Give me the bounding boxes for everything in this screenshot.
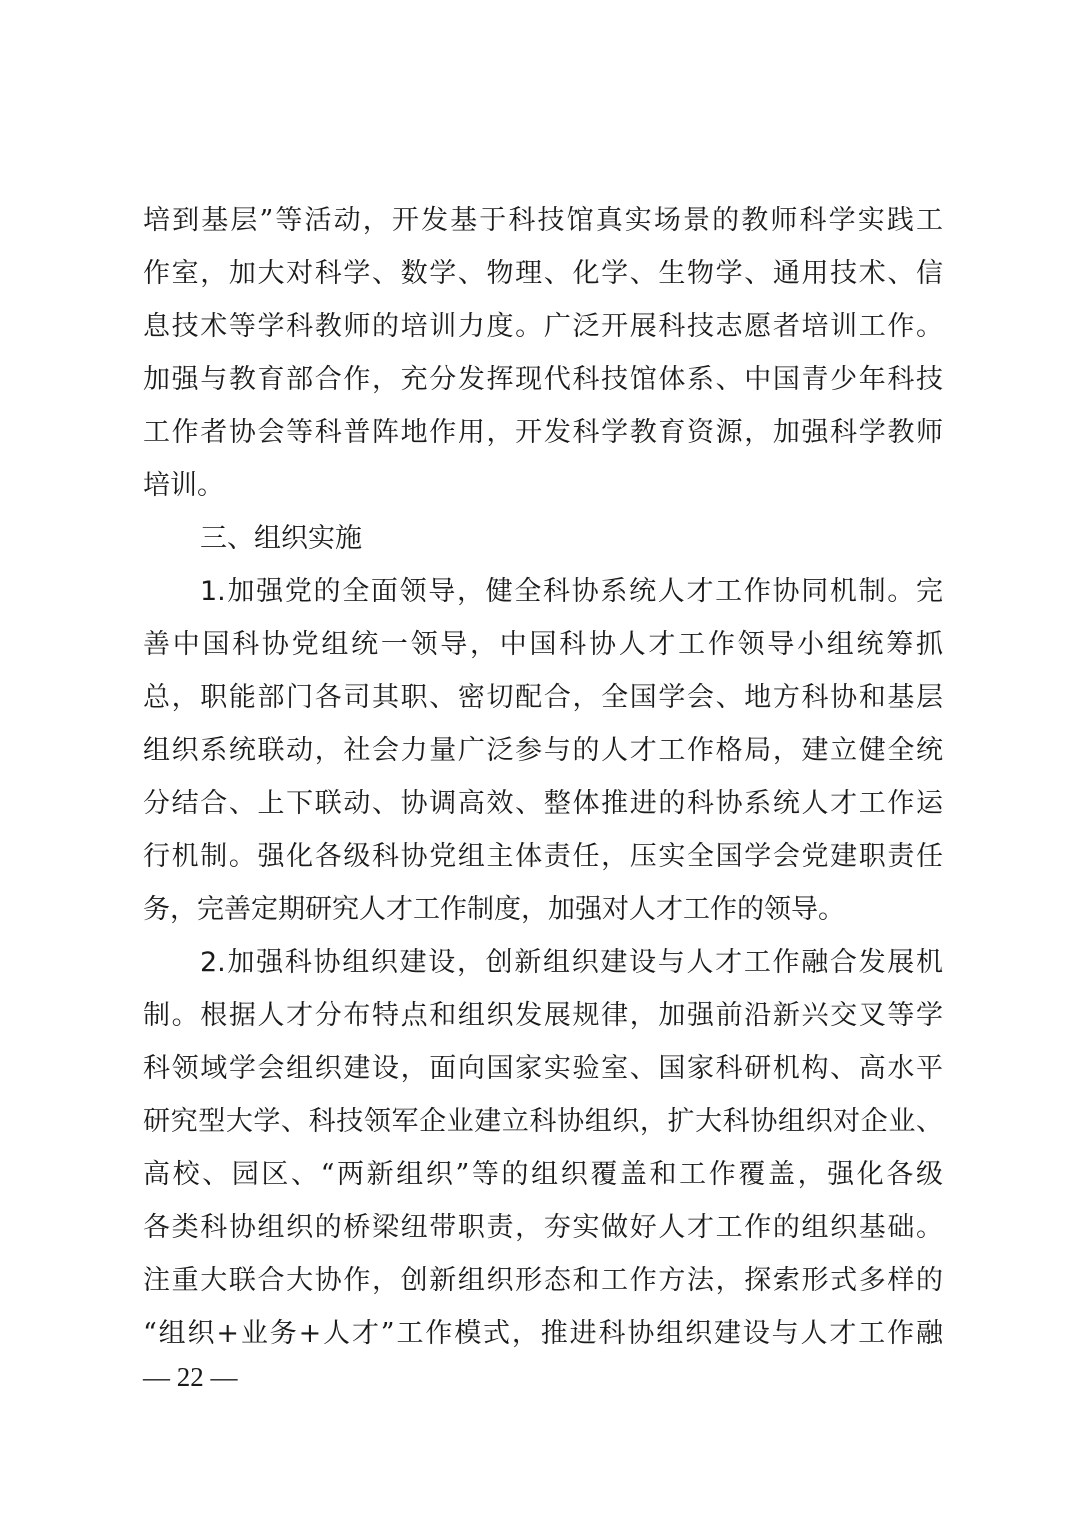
paragraph-line: 分结合、上下联动、协调高效、整体推进的科协系统人才工作运 xyxy=(143,788,943,819)
paragraph-line: 工作者协会等科普阵地作用，开发科学教育资源，加强科学教师 xyxy=(143,417,943,448)
paragraph-line: 善中国科协党组统一领导，中国科协人才工作领导小组统筹抓 xyxy=(143,629,943,660)
item1-first-line-rest: 完 xyxy=(916,576,943,607)
item2-title-line2-rest: 根据人才分布特点和组织发展规律，加强前沿新兴交叉等学 xyxy=(200,1000,944,1031)
paragraph-line: 作室，加大对科学、数学、物理、化学、生物学、通用技术、信 xyxy=(143,258,943,289)
paragraph-line: 总，职能部门各司其职、密切配合，全国学会、地方科协和基层 xyxy=(143,682,943,713)
paragraph-line: 息技术等学科教师的培训力度。广泛开展科技志愿者培训工作。 xyxy=(143,311,943,342)
paragraph-line: 注重大联合大协作，创新组织形态和工作方法，探索形式多样的 xyxy=(143,1265,943,1296)
paragraph-line: 培到基层”等活动，开发基于科技馆真实场景的教师科学实践工 xyxy=(143,205,943,236)
paragraph-line: 高校、园区、“两新组织”等的组织覆盖和工作覆盖，强化各级 xyxy=(143,1159,943,1190)
paragraph-line: 研究型大学、科技领军企业建立科协组织，扩大科协组织对企业、 xyxy=(143,1106,943,1137)
paragraph-line: 加强与教育部合作，充分发挥现代科技馆体系、中国青少年科技 xyxy=(143,364,943,395)
section-heading: 三、组织实施 xyxy=(200,523,362,554)
paragraph-line: 培训。 xyxy=(143,470,224,501)
item2-title-line2 xyxy=(143,992,943,1040)
paragraph-line: 务，完善定期研究人才工作制度，加强对人才工作的领导。 xyxy=(143,894,845,925)
item2-title-line1: 2.加强科协组织建设，创新组织建设与人才工作融合发展机 xyxy=(200,947,943,978)
paragraph-line: 科领域学会组织建设，面向国家实验室、国家科研机构、高水平 xyxy=(143,1053,943,1084)
item1-title: 1.加强党的全面领导，健全科协系统人才工作协同机制。 xyxy=(200,576,916,607)
paragraph-line: 组织系统联动，社会力量广泛参与的人才工作格局，建立健全统 xyxy=(143,735,943,766)
page-number: — 22 — xyxy=(143,1362,238,1392)
paragraph-line: “组织+业务+人才”工作模式，推进科协组织建设与人才工作融 xyxy=(143,1318,943,1349)
item1-first-line xyxy=(200,568,943,616)
paragraph-line: 各类科协组织的桥梁纽带职责，夯实做好人才工作的组织基础。 xyxy=(143,1212,943,1243)
paragraph-line: 行机制。强化各级科协党组主体责任，压实全国学会党建职责任 xyxy=(143,841,943,872)
item2-title-end: 制。 xyxy=(143,1000,201,1031)
